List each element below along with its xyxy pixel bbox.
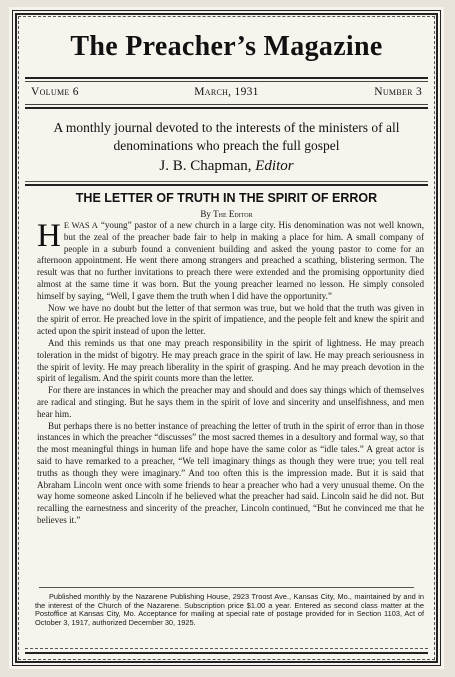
editor-rule bbox=[25, 181, 428, 182]
article-lead-words: E WAS A bbox=[63, 220, 98, 230]
footer-rule bbox=[39, 587, 414, 588]
article-title: THE LETTER OF TRUTH IN THE SPIRIT OF ERROR bbox=[75, 191, 378, 205]
issue-rule bbox=[25, 104, 428, 105]
article-paragraph: And this reminds us that one may preach responsibility in the spirit of lightness. He may preach toleration in the midst of bigotry. He may preach grace in the spirit of law. He may preach seriousness in the spirit of levity. He may preach liberality in the spirit of grasping. And he may preach devotion in the spirit of legalism. And the spirit counts more than the letter. bbox=[37, 337, 424, 384]
bottom-rule bbox=[25, 648, 428, 649]
article-paragraph bbox=[37, 220, 424, 303]
header-rule bbox=[25, 77, 428, 79]
article-paragraph-text: “young” pastor of a new church in a large city. His denomination was not well known, but the zeal of the preacher bade fair to help in making a place for him. A small company of people in a suburb found a convenient building and asked the young pastor to come for an afternoon appointment. He went there among strangers and preached a scathing, blistering sermon. The result was that no further invitations to preach there were extended and the promising opportunity died almost at the same time it was born. But the young preacher learned no lesson. He simply consoled himself by saying, “Well, I gave them the truth when I did have the opportunity.” bbox=[37, 220, 424, 301]
article-byline bbox=[29, 209, 424, 219]
issue-line bbox=[31, 86, 422, 101]
magazine-page bbox=[9, 7, 444, 669]
byline-prefix: By bbox=[200, 209, 211, 219]
editor-credit bbox=[39, 158, 414, 175]
issue-rule bbox=[25, 107, 428, 109]
article-paragraph: But perhaps there is no better instance of preaching the letter of truth in the spirit of error than in those instances in which the preacher “discusses” the most sacred themes in a desultory and formal way, so that the most meaningful things in human life and hope have the same color as “idle tales.” A great actor is said to have remarked to a preacher, “We tell imaginary things as though they were true; you tell real truths as though they were imaginary.” And too often this is the impression made. But it is said that Abraham Lincoln went once with some friends to hear a preacher who had a very unusual theme. On the way home someone asked Lincoln if he believed what the preacher had said. Lincoln said he did not. But recalling the earnestness and sincerity of the preacher, Lincoln continued, “But he convinced me that he believes it.” bbox=[37, 420, 424, 525]
article-paragraph: For there are instances in which the preacher may and should and does say things which of themselves are radical and stinging. But he says them in the spirit of love and sincerity and unselfishness, and men hear him. bbox=[37, 385, 424, 419]
drop-cap: H bbox=[37, 218, 61, 254]
issue-date: March, 1931 bbox=[194, 86, 259, 98]
header-rule bbox=[25, 81, 428, 82]
byline-author: The Editor bbox=[213, 209, 253, 219]
editor-rule bbox=[25, 184, 428, 186]
magazine-tagline: A monthly journal devoted to the interests of the ministers of all denominations who preach the full gospel bbox=[53, 120, 400, 153]
volume-label: Volume 6 bbox=[31, 86, 79, 98]
article-body bbox=[37, 220, 424, 527]
bottom-rule bbox=[25, 652, 428, 654]
magazine-title: The Preacher’s Magazine bbox=[70, 31, 383, 62]
article-paragraph: Now we have no doubt but the letter of that sermon was true, but we hold that the truth was given in the spirit of error. He preached love in the spirit of impatience, and the people felt and knew the spirit and acted upon the spirit instead of upon the letter. bbox=[37, 302, 424, 337]
issue-number: Number 3 bbox=[374, 86, 422, 98]
editor-name: J. B. Chapman, bbox=[159, 158, 252, 174]
editor-role: Editor bbox=[255, 158, 294, 174]
publication-notice: Published monthly by the Nazarene Publishing House, 2923 Troost Ave., Kansas City, Mo., maintained by and in the interest of the Church of the Nazarene. Subscription price $1.00 a year. Entered as second class matter at the Postoffice at Kansas City, Mo. Acceptance for mailing at special rate of postage provided for in Section 1103, Act of October 3, 1917, authorized December 30, 1925. bbox=[35, 592, 424, 627]
